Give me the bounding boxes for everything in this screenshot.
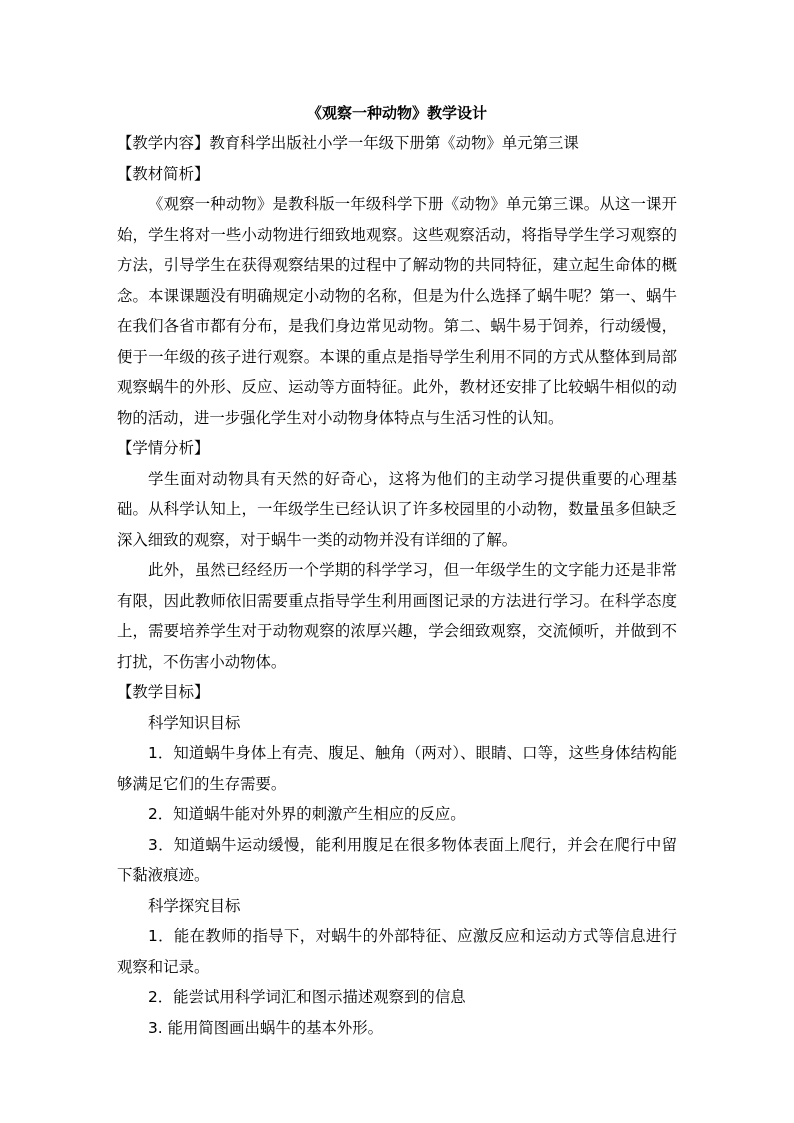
teaching-content-label: 【教学内容】 (117, 134, 210, 152)
learner-analysis-paragraph-2: 此外，虽然已经经历一个学期的科学学习，但一年级学生的文字能力还是非常有限，因此教师依旧需要重点指导学生利用画图记录的方法进行学习。在科学态度上，需要培养学生对于动物观察的浓厚兴趣，学会细致观察，交流倾听，并做到不打扰，不伤害小动物体。 (117, 561, 677, 671)
knowledge-goal-item: 2．知道蜗牛能对外界的刺激产生相应的反应。 (148, 805, 466, 823)
teaching-goals-heading: 【教学目标】 (117, 683, 210, 701)
textbook-analysis-paragraph: 《观察一种动物》是教科版一年级科学下册《动物》单元第三课。从这一课开始，学生将对一些小动物进行细致地观察。这些观察活动，将指导学生学习观察的方法，引导学生在获得观察结果的过程中了解动物的共同特征，建立起生命体的概念。本课课题没有明确规定小动物的名称，但是为什么选择了蜗牛呢？第一、蜗牛在我们各省市都有分布，是我们身边常见动物。第二、蜗牛易于饲养，行动缓慢，便于一年级的孩子进行观察。本课的重点是指导学生利用不同的方式从整体到局部观察蜗牛的外形、反应、运动等方面特征。此外，教材还安排了比较蜗牛相似的动物的活动，进一步强化学生对小动物身体特点与生活习性的认知。 (117, 195, 677, 427)
teaching-content-text: 教育科学出版社小学一年级下册第《动物》单元第三课 (209, 134, 579, 152)
knowledge-goal-item: 1．知道蜗牛身体上有壳、腹足、触角（两对）、眼睛、口等，这些身体结构能够满足它们的生存需要。 (117, 744, 677, 793)
document-title: 《观察一种动物》教学设计 (306, 104, 487, 122)
inquiry-goal-item: 1．能在教师的指导下，对蜗牛的外部特征、应激反应和运动方式等信息进行观察和记录。 (117, 927, 677, 976)
textbook-analysis-heading: 【教材简析】 (117, 164, 210, 183)
knowledge-goal-item: 3．知道蜗牛运动缓慢，能利用腹足在很多物体表面上爬行，并会在爬行中留下黏液痕迹。 (117, 835, 677, 884)
learner-analysis-heading: 【学情分析】 (117, 439, 210, 457)
learner-analysis-paragraph-1: 学生面对动物具有天然的好奇心，这将为他们的主动学习提供重要的心理基础。从科学认知上，一年级学生已经认识了许多校园里的小动物，数量虽多但缺乏深入细致的观察，对于蜗牛一类的动物并没有详细的了解。 (117, 469, 677, 549)
teaching-content-line (117, 128, 677, 159)
document-body (117, 98, 677, 1043)
inquiry-goal-item: 2．能尝试用科学词汇和图示描述观察到的信息 (148, 988, 466, 1006)
knowledge-goals-subheading: 科学知识目标 (148, 713, 241, 732)
inquiry-goals-subheading: 科学探究目标 (148, 896, 241, 915)
inquiry-goal-item: 3. 能用简图画出蜗牛的基本外形。 (148, 1018, 384, 1037)
